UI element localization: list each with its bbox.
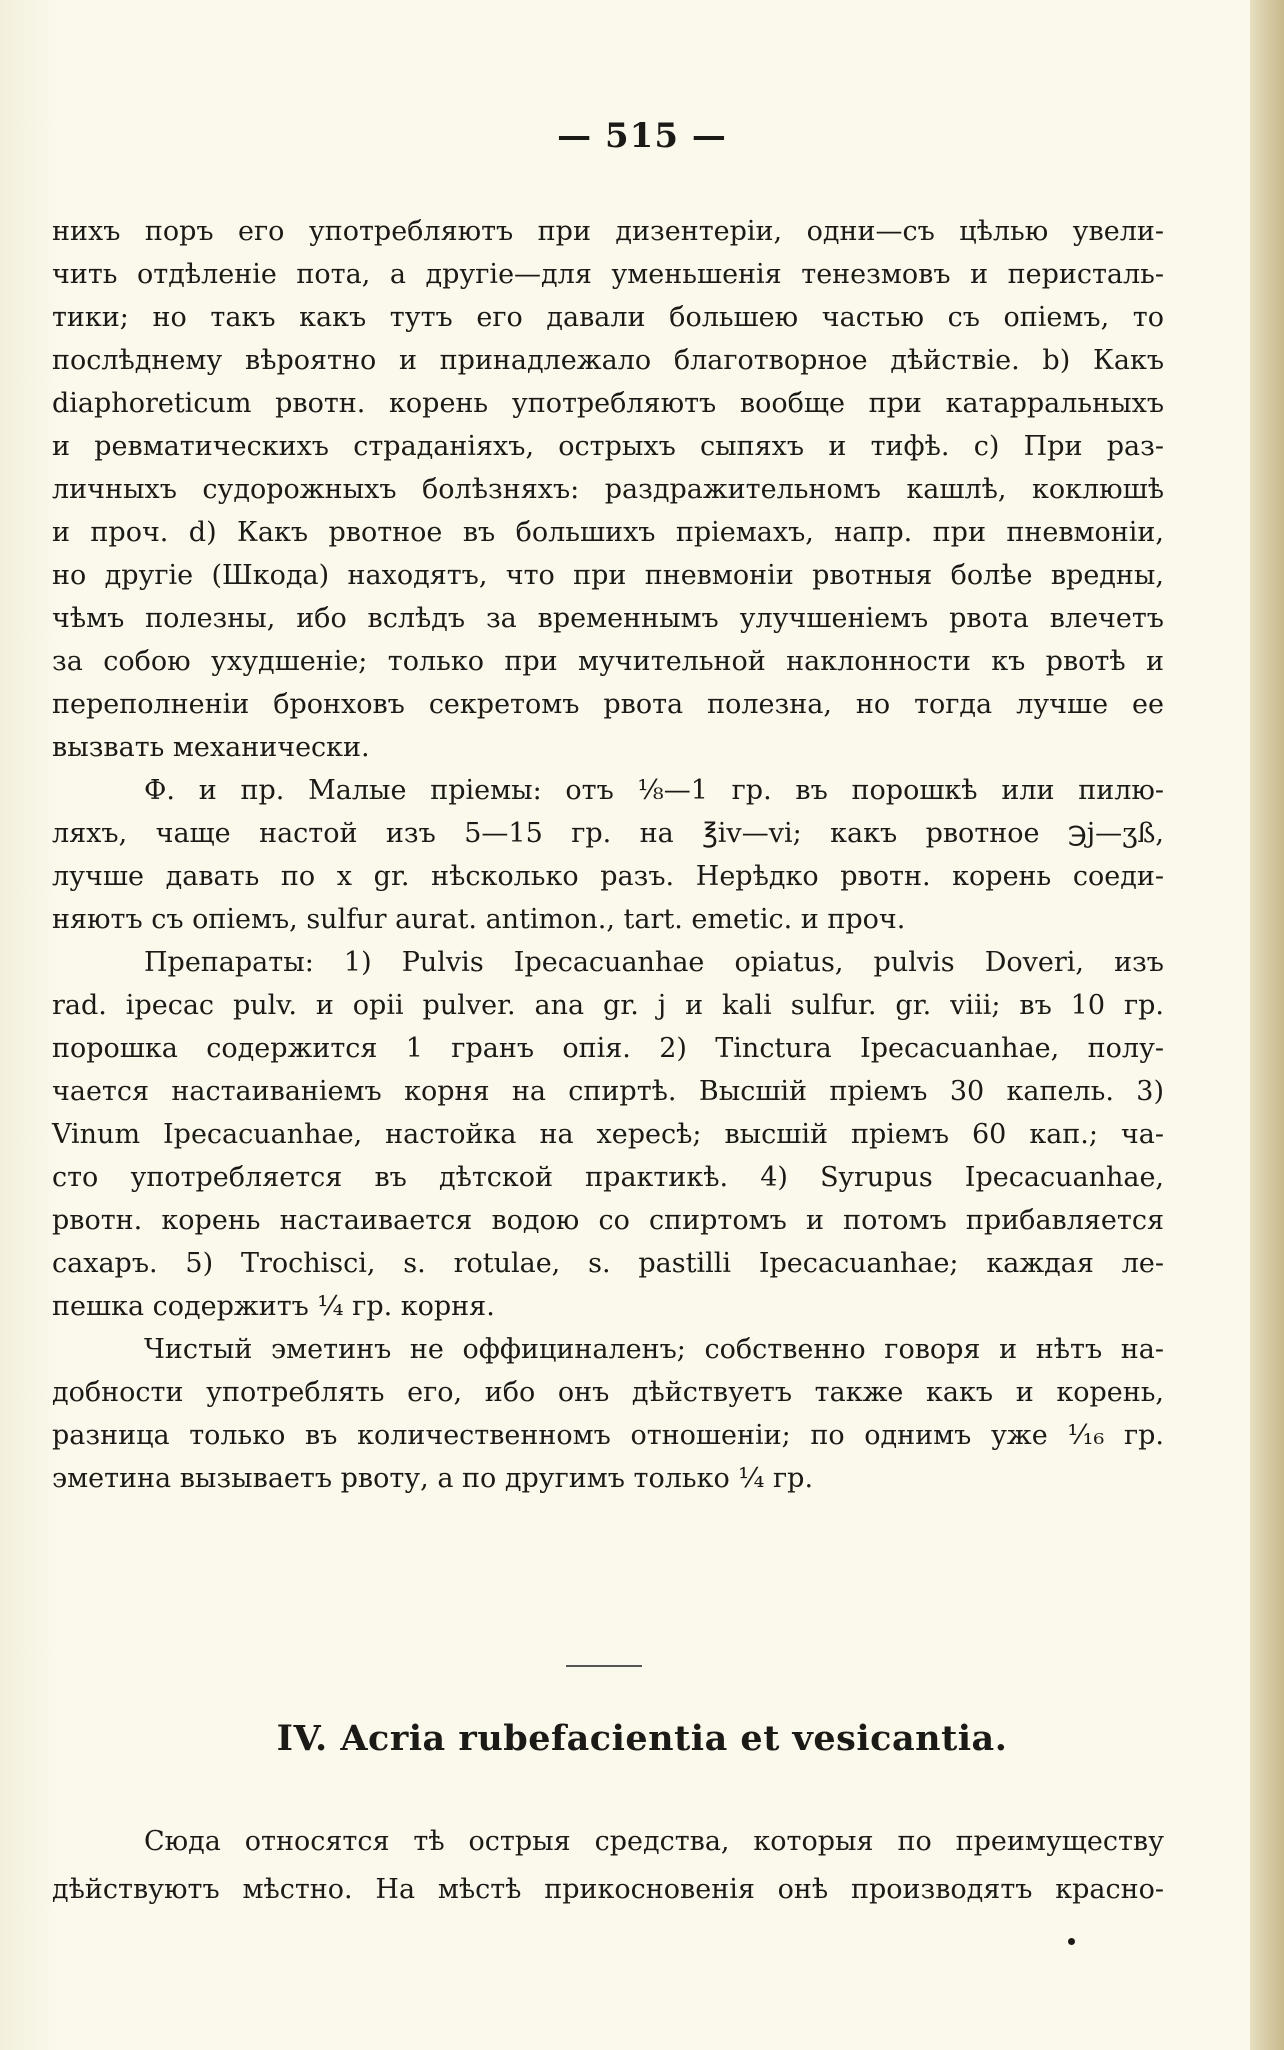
text-line: и проч. d) Какъ рвотное въ большихъ пріемахъ, напр. при пневмоніи, (52, 517, 1164, 548)
paragraph-1 (52, 210, 1164, 769)
text-line: сто употребляется въ дѣтской практикѣ. 4) Syrupus Ipecacuanhae, (52, 1162, 1164, 1193)
text-line: лучше давать по x gr. нѣсколько разъ. Нерѣдко рвотн. корень соеди- (52, 861, 1164, 892)
main-text (52, 210, 1164, 1500)
text-line: сахаръ. 5) Trochisci, s. rotulae, s. pastilli Ipecacuanhae; каждая ле- (52, 1248, 1164, 1279)
paragraph-4 (52, 1328, 1164, 1500)
text-line: тики; но такъ какъ тутъ его давали большею частью съ опіемъ, то (52, 302, 1164, 333)
text-line: порошка содержится 1 гранъ опія. 2) Tinctura Ipecacuanhae, полу- (52, 1033, 1164, 1064)
text-line: эметина вызываетъ рвоту, а по другимъ только ¼ гр. (52, 1463, 814, 1494)
text-line: Препараты: 1) Pulvis Ipecacuanhae opiatus, pulvis Doveri, изъ (144, 947, 1164, 978)
text-line: Vinum Ipecacuanhae, настойка на хересѣ; высшій пріемъ 60 кап.; ча- (52, 1119, 1164, 1150)
text-line: diaphoreticum рвотн. корень употребляютъ вообще при катарральныхъ (52, 388, 1164, 419)
section-text (52, 1818, 1164, 1914)
text-line: Сюда относятся тѣ острыя средства, которыя по преимуществу (144, 1826, 1164, 1857)
text-line: за собою ухудшеніе; только при мучительной наклонности къ рвотѣ и (52, 646, 1164, 677)
section-divider (566, 1665, 642, 1667)
paragraph-3 (52, 941, 1164, 1328)
text-line: разница только въ количественномъ отношеніи; по однимъ уже ¹⁄₁₆ гр. (52, 1420, 1164, 1451)
text-line: добности употреблять его, ибо онъ дѣйствуетъ также какъ и корень, (52, 1377, 1164, 1408)
text-line: и ревматическихъ страданіяхъ, острыхъ сыпяхъ и тифѣ. c) При раз- (52, 431, 1164, 462)
text-line: нихъ поръ его употребляютъ при дизентеріи, одни—съ цѣлью увели- (52, 216, 1164, 247)
ink-speck (1068, 1938, 1075, 1945)
page-number: — 515 — (557, 116, 727, 156)
text-line: Ф. и пр. Малые пріемы: отъ ⅛—1 гр. въ порошкѣ или пилю- (144, 775, 1164, 806)
text-line: rad. ipecac pulv. и opii pulver. ana gr. j и kali sulfur. gr. viii; въ 10 гр. (52, 990, 1164, 1021)
text-line: Чистый эметинъ не оффициналенъ; собственно говоря и нѣтъ на- (144, 1334, 1164, 1365)
text-line: рвотн. корень настаивается водою со спиртомъ и потомъ прибавляется (52, 1205, 1164, 1236)
text-line: дѣйствуютъ мѣстно. На мѣстѣ прикосновенія онѣ производятъ красно- (52, 1874, 1164, 1905)
text-line: чѣмъ полезны, ибо вслѣдъ за временнымъ улучшеніемъ рвота влечетъ (52, 603, 1164, 634)
paragraph-5 (52, 1818, 1164, 1914)
text-line: личныхъ судорожныхъ болѣзняхъ: раздражительномъ кашлѣ, коклюшѣ (52, 474, 1164, 505)
text-line: ляхъ, чаще настой изъ 5—15 гр. на ℥iv—vi; какъ рвотное ℈j—ʒß, (52, 818, 1164, 849)
text-line: вызвать механически. (52, 732, 370, 763)
text-line: чается настаиваніемъ корня на спиртѣ. Высшій пріемъ 30 капель. 3) (52, 1076, 1164, 1107)
text-line: няютъ съ опіемъ, sulfur aurat. antimon., tart. emetic. и проч. (52, 904, 906, 935)
text-line: послѣднему вѣроятно и принадлежало благотворное дѣйствіе. b) Какъ (52, 345, 1164, 376)
text-line: переполненіи бронховъ секретомъ рвота полезна, но тогда лучше ее (52, 689, 1164, 720)
text-line: но другіе (Шкода) находятъ, что при пневмоніи рвотныя болѣе вредны, (52, 560, 1164, 591)
section-heading: IV. Acria rubefacientia et vesicantia. (276, 1718, 1008, 1759)
text-line: пешка содержитъ ¼ гр. корня. (52, 1291, 495, 1322)
text-line: чить отдѣленіе пота, а другіе—для уменьшенія тенезмовъ и перисталь- (52, 259, 1164, 290)
paragraph-2 (52, 769, 1164, 941)
